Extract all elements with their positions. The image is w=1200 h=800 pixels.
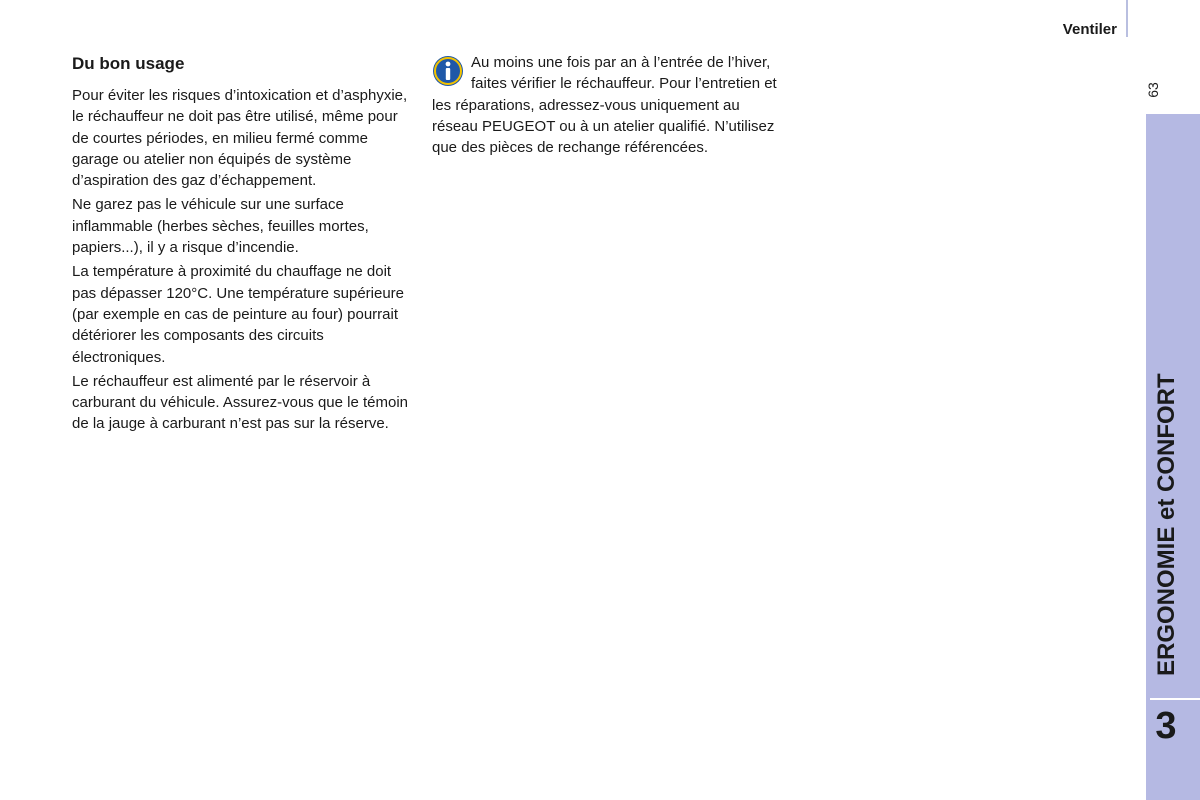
chapter-number: 3 <box>1155 705 1177 747</box>
chapter-divider <box>1150 698 1200 700</box>
header-divider <box>1126 0 1128 37</box>
info-icon <box>432 55 464 87</box>
left-column <box>72 52 416 438</box>
paragraph-fire-risk: Ne garez pas le véhicule sur une surface inflammable (herbes sèches, feuilles mortes, papiers...), il y a risque d’incendie. <box>72 196 369 257</box>
info-box <box>432 52 777 158</box>
paragraph-temperature: La température à proximité du chauffage ne doit pas dépasser 120°C. Une température supérieure (par exemple en cas de peinture au four) pourrait détériorer les composants des circuits électroniques. <box>72 263 405 366</box>
section-title: Ventiler <box>1062 21 1117 38</box>
info-text: Au moins une fois par an à l’entrée de l’hiver, faites vérifier le réchauffeur. Pour l’entretien et les réparations, adressez-vous uniquement au réseau PEUGEOT ou à un atelier qualifié. N’utilisez que des pièces de rechange référencées. <box>432 54 777 157</box>
chapter-title: ERGONOMIE et CONFORT <box>1153 373 1180 677</box>
paragraph-fuel: Le réchauffeur est alimenté par le réservoir à carburant du véhicule. Assurez-vous que le témoin de la jauge à carburant n’est pas sur la réserve. <box>72 372 409 433</box>
page-number: 63 <box>1145 82 1161 98</box>
section-heading: Du bon usage <box>72 54 185 73</box>
paragraph-intoxication: Pour éviter les risques d’intoxication et d’asphyxie, le réchauffeur ne doit pas être utilisé, même pour de courtes périodes, en milieu fermé comme garage ou atelier non équipés de système d’aspiration des gaz d’échappement. <box>72 87 408 190</box>
